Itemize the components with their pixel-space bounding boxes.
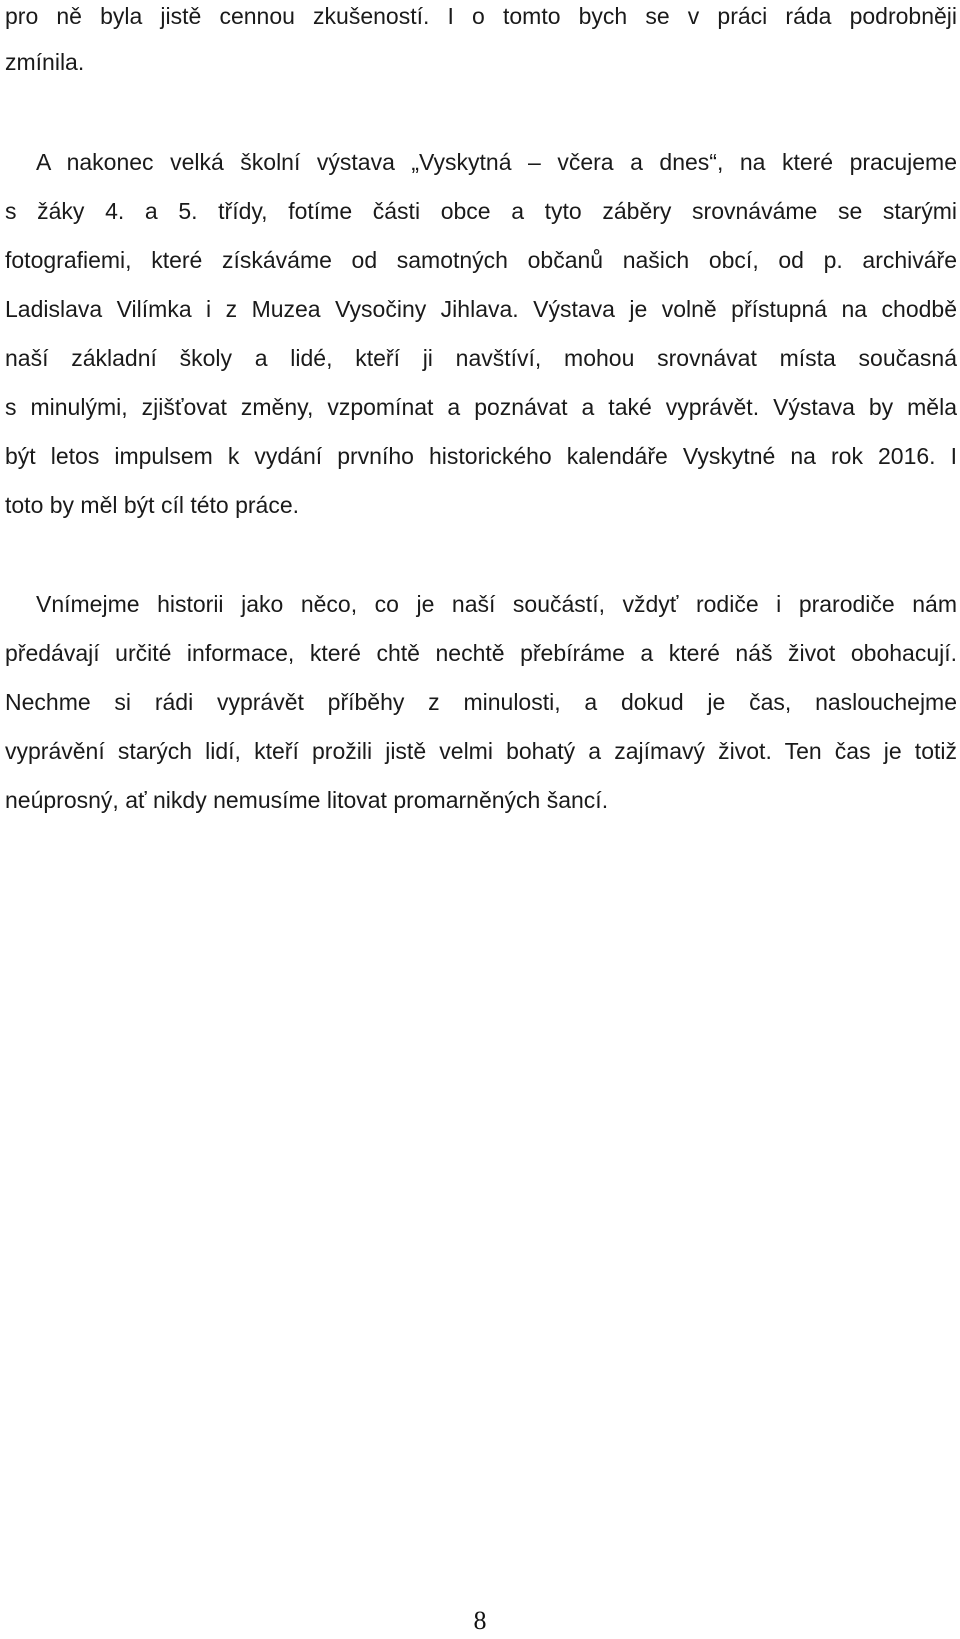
- page-number: 8: [473, 1606, 487, 1635]
- text-line: s minulými, zjišťovat změny, vzpomínat a poznávat a také vyprávět. Výstava by měla: [5, 394, 957, 420]
- text-line: Nechme si rádi vyprávět příběhy z minulosti, a dokud je čas, naslouchejme: [5, 689, 957, 715]
- text-line: s žáky 4. a 5. třídy, fotíme části obce a tyto záběry srovnáváme se starými: [5, 198, 957, 224]
- text-line: neúprosný, ať nikdy nemusíme litovat promarněných šancí.: [5, 787, 609, 813]
- text-line: fotografiemi, které získáváme od samotných občanů našich obcí, od p. archiváře: [5, 247, 957, 273]
- text-line: A nakonec velká školní výstava „Vyskytná – včera a dnes“, na které pracujeme: [36, 149, 957, 175]
- text-line: vyprávění starých lidí, kteří prožili jistě velmi bohatý a zajímavý život. Ten čas je totiž: [5, 738, 957, 764]
- text-line: Ladislava Vilímka i z Muzea Vysočiny Jihlava. Výstava je volně přístupná na chodbě: [5, 296, 957, 322]
- text-line: být letos impulsem k vydání prvního historického kalendáře Vyskytné na rok 2016. I: [5, 443, 957, 469]
- text-line: zmínila.: [5, 49, 85, 75]
- text-line: předávají určité informace, které chtě nechtě přebíráme a které náš život obohacují.: [5, 640, 957, 666]
- text-line: pro ně byla jistě cennou zkušeností. I o tomto bych se v práci ráda podrobněji: [5, 3, 957, 29]
- text-line: toto by měl být cíl této práce.: [5, 492, 300, 518]
- text-line: naší základní školy a lidé, kteří ji navštíví, mohou srovnávat místa současná: [5, 345, 957, 371]
- text-line: Vnímejme historii jako něco, co je naší součástí, vždyť rodiče i prarodiče nám: [36, 591, 957, 617]
